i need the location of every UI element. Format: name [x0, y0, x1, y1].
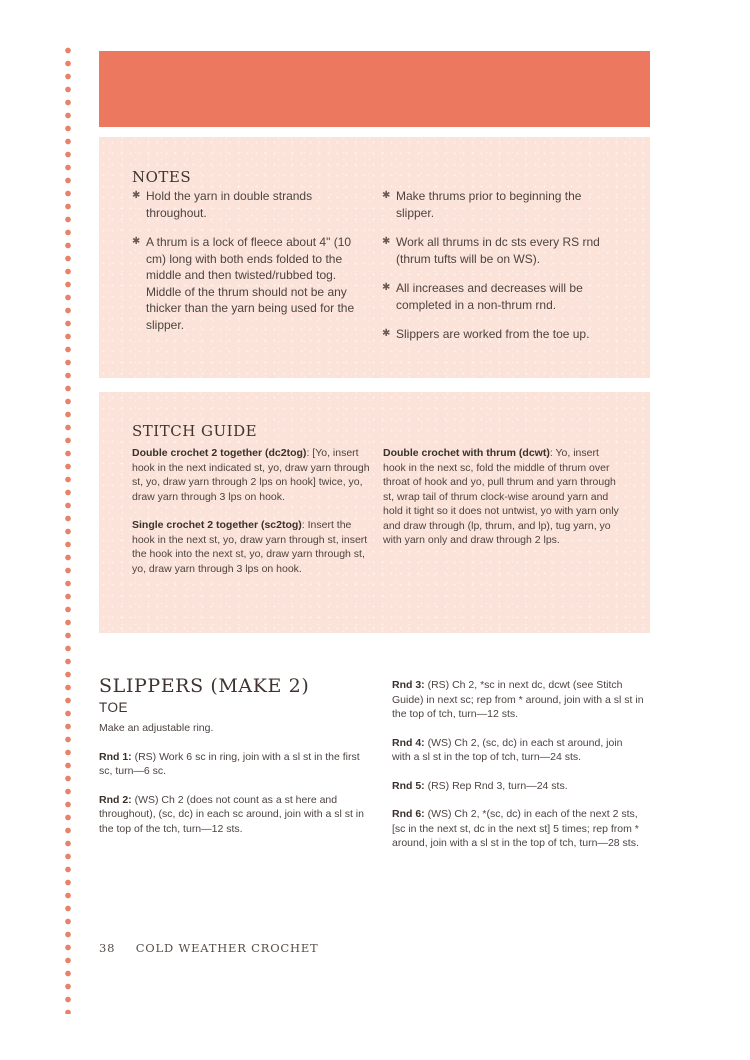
note-item: ✱ All increases and decreases will be completed in a non-thrum rnd. — [382, 281, 583, 312]
stitch-definition: Single crochet 2 together (sc2tog): Insert the hook in the next st, yo, draw yarn through st, insert the hook into the next st, yo, draw yarn through st, yo, draw yarn through 3 lps on hook. — [132, 519, 368, 575]
asterisk-bullet-icon: ✱ — [382, 236, 391, 247]
section-subtitle: TOE — [99, 700, 129, 715]
pattern-left-column — [99, 721, 364, 850]
stitch-definition: Double crochet 2 together (dc2tog): [Yo, insert hook in the next indicated st, yo, draw yarn through st, yo, draw yarn through 2 lps on hook] twice, yo, draw yarn through 3 lps on hook. — [132, 447, 370, 503]
asterisk-bullet-icon: ✱ — [132, 236, 141, 247]
stitch-guide-panel — [99, 392, 650, 633]
pattern-right-column — [392, 678, 644, 865]
round-label: Rnd 2: — [99, 793, 132, 806]
pattern-intro: Make an adjustable ring. — [99, 722, 214, 734]
asterisk-bullet-icon: ✱ — [132, 190, 141, 201]
note-item: ✱ Hold the yarn in double strands throughout. — [132, 189, 313, 220]
notes-left-column — [132, 188, 372, 346]
asterisk-bullet-icon: ✱ — [382, 282, 391, 293]
round-label: Rnd 6: — [392, 808, 425, 820]
notes-title: NOTES — [132, 168, 192, 186]
notes-panel — [99, 137, 650, 378]
decorative-dot-border — [64, 44, 72, 1014]
stitch-term: Double crochet 2 together (dc2tog) — [132, 447, 307, 459]
note-item: ✱ A thrum is a lock of fleece about 4" (10 cm) long with both ends folded to the middle and then twisted/rubbed tog. Middle of the thrum should not be any thicker than the yarn being used for the slipper. — [132, 235, 355, 332]
book-title: COLD WEATHER CROCHET — [135, 941, 319, 955]
stitch-guide-title: STITCH GUIDE — [132, 422, 258, 440]
header-banner — [99, 51, 650, 127]
round-instruction: Rnd 2: (WS) Ch 2 (does not count as a st here and throughout), (sc, dc) in each sc around, join with a sl st in the top of the tch, turn—12 sts. — [99, 793, 364, 835]
round-instruction: Rnd 6: (WS) Ch 2, *(sc, dc) in each of the next 2 sts, [sc in the next st, dc in the next st] 5 times; rep from * around, join with a sl st in the top of tch, turn—28 sts. — [392, 808, 639, 849]
note-item: ✱ Work all thrums in dc sts every RS rnd (thrum tufts will be on WS). — [382, 235, 600, 266]
notes-right-column — [382, 188, 622, 356]
round-instruction: Rnd 3: (RS) Ch 2, *sc in next dc, dcwt (see Stitch Guide) in next sc; rep from * around, join with a sl st in the top of tch, turn—12 sts. — [392, 679, 644, 720]
page-number: 38 — [99, 941, 116, 955]
round-label: Rnd 5: — [392, 779, 425, 792]
page-footer — [99, 941, 319, 955]
asterisk-bullet-icon: ✱ — [382, 190, 391, 201]
round-instruction: Rnd 4: (WS) Ch 2, (sc, dc) in each st around, join with a sl st in the top of tch, turn—24 sts. — [392, 736, 623, 763]
asterisk-bullet-icon: ✱ — [382, 328, 391, 339]
round-instruction: Rnd 1: (RS) Work 6 sc in ring, join with a sl st in the first sc, turn—6 sc. — [99, 750, 360, 777]
round-instruction: Rnd 5: (RS) Rep Rnd 3, turn—24 sts. — [392, 779, 568, 792]
stitch-definition: Double crochet with thrum (dcwt): Yo, insert hook in the next sc, fold the middle of thrum over throat of hook and yo, pull thrum and yarn through st, wrap tail of thrum clock-wise around yarn and hold it tight so it does not untwist, yo with yarn only and draw through (lp, thrum, and lp), tug yarn, yo with yarn only and draw through 2 lps. — [383, 447, 619, 546]
round-label: Rnd 1: — [99, 750, 132, 763]
round-label: Rnd 4: — [392, 736, 425, 749]
stitch-term: Double crochet with thrum (dcwt) — [383, 447, 550, 459]
stitch-guide-right-column — [383, 446, 623, 562]
pattern-title: SLIPPERS (MAKE 2) — [99, 675, 310, 697]
round-label: Rnd 3: — [392, 679, 425, 691]
note-item: ✱ Slippers are worked from the toe up. — [382, 327, 590, 341]
stitch-guide-left-column — [132, 446, 370, 590]
note-item: ✱ Make thrums prior to beginning the slipper. — [382, 189, 582, 220]
stitch-term: Single crochet 2 together (sc2tog) — [132, 519, 302, 531]
